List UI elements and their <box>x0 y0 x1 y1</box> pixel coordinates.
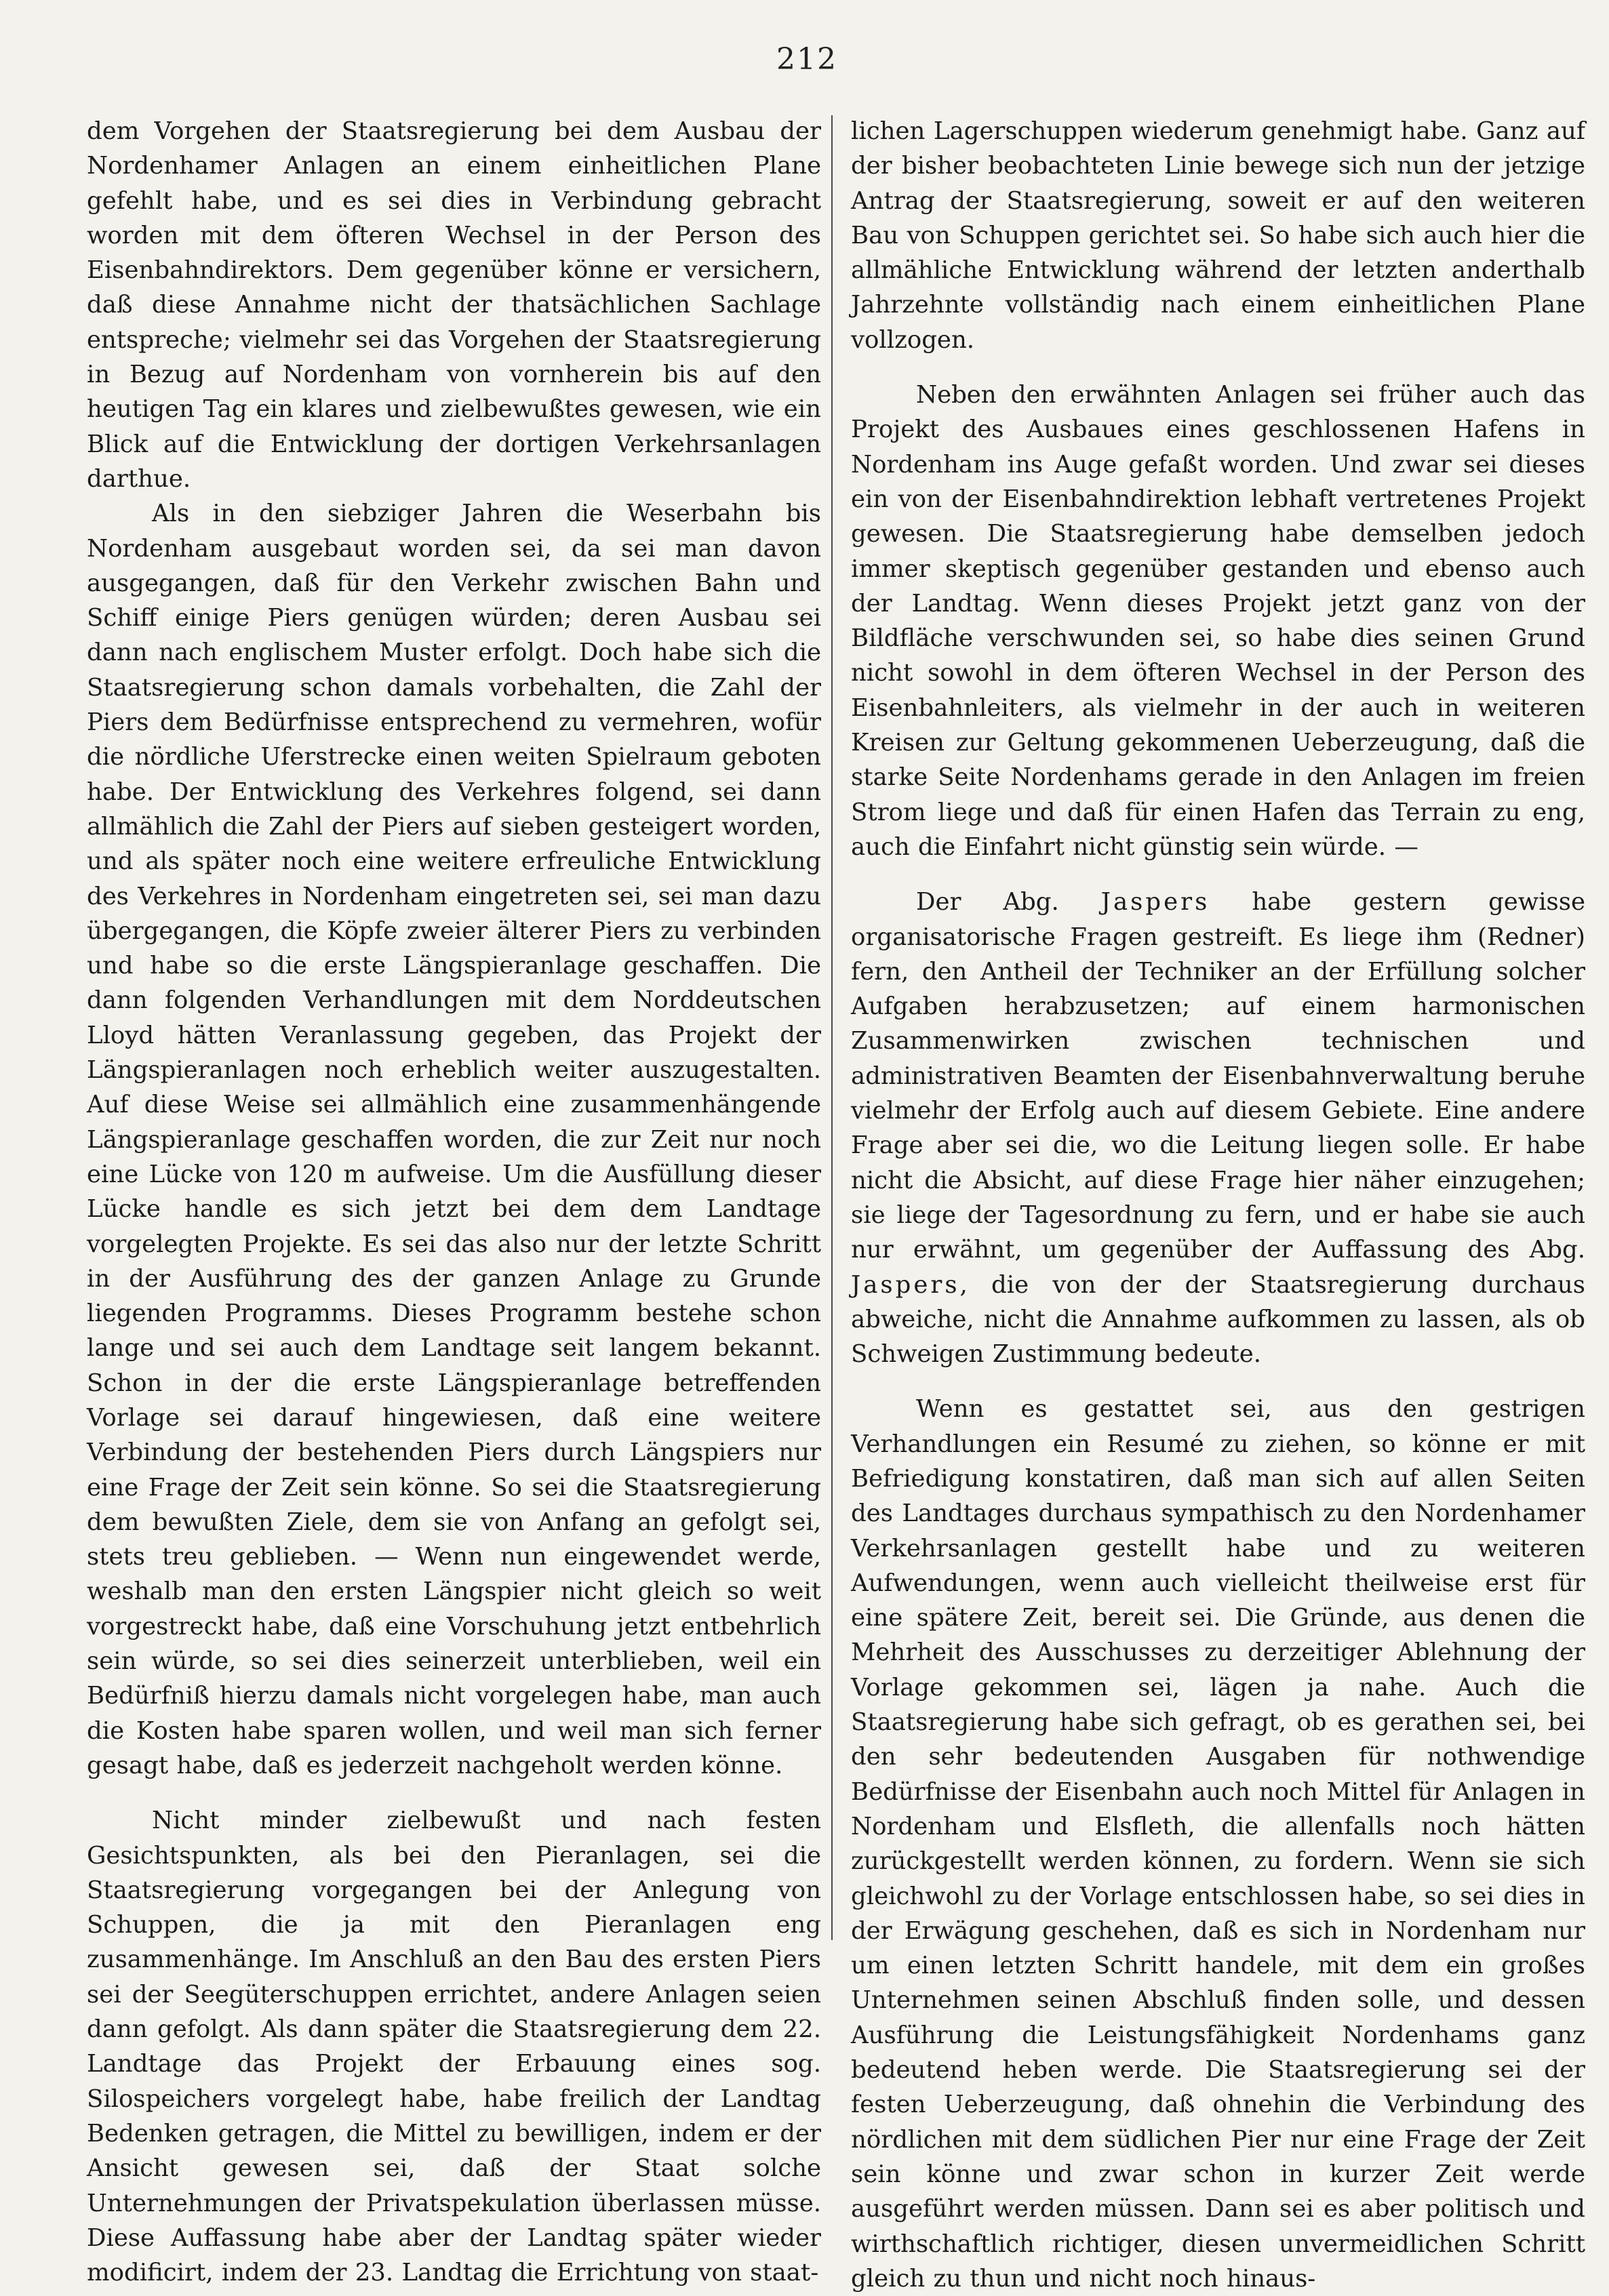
left-paragraph-3: Nicht minder zielbewußt und nach festen Gesichtspunkten, als bei den Pieranlagen, sei die Staatsregierung vorgegangen bei der Anlegung von Schuppen, die ja mit den Pieranlagen eng zusammenhänge. Im Anschluß an den Bau des ersten Piers sei der Seegüterschuppen errichtet, andere Anlagen seien dann gefolgt. Als dann später die Staatsregierung dem 22. Landtage das Projekt der Erbauung eines sog. Silospeichers vorgelegt habe, habe freilich der Landtag Bedenken getragen, die Mittel zu bewilligen, indem er der Ansicht gewesen sei, daß der Staat solche Unternehmungen der Privatspekulation überlassen müsse. Diese Auffassung habe aber der Landtag später wieder modificirt, indem der 23. Landtag die Errichtung von staat- <box>87 1807 821 2287</box>
speaker-remarks: habe gestern gewisse organisatorische Fragen gestreift. Es liege ihm (Redner) fern, den Antheil der Techniker an der Erfüllung solcher Aufgaben herabzusetzen; auf einem harmonischen Zusammenwirken zwischen technischen und administrativen Beamten der Eisenbahnverwaltung beruhe vielmehr der Erfolg auch auf diesem Gebiete. Eine andere Frage aber sei die, wo die Leitung liegen solle. Er habe nicht die Absicht, auf diese Frage hier näher einzugehen; sie liege der Tagesordnung zu fern, und er habe sie auch nur erwähnt, um gegenüber der Auffassung des Abg. <box>851 888 1585 1264</box>
left-column <box>87 114 821 2290</box>
right-column <box>851 114 1585 2296</box>
right-paragraph-3 <box>851 885 1585 1371</box>
speaker-name-repeat: Jaspers <box>851 1270 960 1299</box>
left-paragraph-2: Als in den siebziger Jahren die Weserbahn bis Nordenham ausgebaut worden sei, da sei man davon ausgegangen, daß für den Verkehr zwischen Bahn und Schiff einige Piers genügen würden; deren Ausbau sei dann nach englischem Muster erfolgt. Doch habe sich die Staatsregierung schon damals vorbehalten, die Zahl der Piers dem Bedürfnisse entsprechend zu vermehren, wofür die nördliche Uferstrecke einen weiten Spielraum geboten habe. Der Entwicklung des Verkehres folgend, sei dann allmählich die Zahl der Piers auf sieben gesteigert worden, und als später noch eine weitere erfreuliche Entwicklung des Verkehres in Nordenham eingetreten sei, sei man dazu übergegangen, die Köpfe zweier älterer Piers zu verbinden und habe so die erste Längspieranlage geschaffen. Die dann folgenden Verhandlungen mit dem Norddeutschen Lloyd hätten Veranlassung gegeben, das Projekt der Längspieranlagen noch erheblich weiter auszugestalten. Auf diese Weise sei allmählich eine zusammenhängende Längspieranlage geschaffen worden, die zur Zeit nur noch eine Lücke von 120 m aufweise. Um die Ausfüllung dieser Lücke handle es sich jetzt bei dem dem Landtage vorgelegten Projekte. Es sei das also nur der letzte Schritt in der Ausführung des der ganzen Anlage zu Grunde liegenden Programms. Dieses Programm bestehe schon lange und sei auch dem Landtage seit langem bekannt. Schon in der die erste Längspieranlage betreffenden Vorlage sei darauf hingewiesen, daß eine weitere Verbindung der bestehenden Piers durch Längspiers nur eine Frage der Zeit sein könne. So sei die Staatsregierung dem bewußten Ziele, dem sie von Anfang an gefolgt sei, stets treu geblieben. — Wenn nun eingewendet werde, weshalb man den ersten Längspier nicht gleich so weit vorgestreckt habe, daß eine Vorschuhung jetzt entbehrlich sein würde, so sei dies seinerzeit unterblieben, weil ein Bedürfniß hierzu damals nicht vorgelegen habe, man auch die Kosten habe sparen wollen, und weil man sich ferner gesagt habe, daß es jederzeit nachgeholt werden könne. <box>87 500 821 1779</box>
page-number: 212 <box>776 42 837 77</box>
speaker-intro: Der Abg. <box>916 888 1059 917</box>
speaker-remarks-tail: , die von der der Staatsregierung durchaus abweiche, nicht die Annahme aufkommen zu lassen, als ob Schweigen Zustimmung bedeute. <box>851 1270 1585 1369</box>
speaker-name: Jaspers <box>1100 888 1210 917</box>
right-paragraph-4: Wenn es gestattet sei, aus den gestrigen Verhandlungen ein Resumé zu ziehen, so könne er mit Befriedigung konstatiren, daß man sich auf allen Seiten des Landtages durchaus sympathisch zu den Nordenhamer Verkehrsanlagen gestellt habe und zu weiteren Aufwendungen, wenn auch vielleicht theilweise erst für eine spätere Zeit, bereit sei. Die Gründe, aus denen die Mehrheit des Ausschusses zu derzeitiger Ablehnung der Vorlage gekommen sei, lägen ja nahe. Auch die Staatsregierung habe sich gefragt, ob es gerathen sei, bei den sehr bedeutenden Ausgaben für nothwendige Bedürfnisse der Eisenbahn auch noch Mittel für Anlagen in Nordenham und Elsfleth, die allenfalls noch hätten zurückgestellt werden können, zu fordern. Wenn sie sich gleichwohl zu der Vorlage entschlossen habe, so sei dies in der Erwägung geschehen, daß es sich in Nordenham nur um einen letzten Schritt handele, mit dem ein großes Unternehmen seinen Abschluß finden solle, und dessen Ausführung die Leistungsfähigkeit Nordenhams ganz bedeutend heben werde. Die Staatsregierung sei der festen Ueberzeugung, daß ohnehin die Verbindung des nördlichen mit dem südlichen Pier nur eine Frage der Zeit sein könne und zwar schon in kurzer Zeit werde ausgeführt werden müssen. Dann sei es aber politisch und wirthschaftlich richtiger, diesen unvermeidlichen Schritt gleich zu thun und nicht noch hinaus- <box>851 1395 1585 2293</box>
right-paragraph-2: Neben den erwähnten Anlagen sei früher auch das Projekt des Ausbaues eines geschlossenen Hafens in Nordenham ins Auge gefaßt worden. Und zwar sei dieses ein von der Eisenbahndirektion lebhaft vertretenes Projekt gewesen. Die Staatsregierung habe demselben jedoch immer skeptisch gegenüber gestanden und ebenso auch der Landtag. Wenn dieses Projekt jetzt ganz von der Bildfläche verschwunden sei, so habe dies seinen Grund nicht sowohl in dem öfteren Wechsel in der Person des Eisenbahnleiters, als vielmehr in der auch in weiteren Kreisen zur Geltung gekommenen Ueberzeugung, daß die starke Seite Nordenhams gerade in den Anlagen im freien Strom liege und daß für einen Hafen das Terrain zu eng, auch die Einfahrt nicht günstig sein würde. — <box>851 381 1585 861</box>
right-paragraph-1: lichen Lagerschuppen wiederum genehmigt habe. Ganz auf der bisher beobachteten Linie bewege sich nun der jetzige Antrag der Staatsregierung, soweit er auf den weiteren Bau von Schuppen gerichtet sei. So habe sich auch hier die allmähliche Entwicklung während der letzten anderthalb Jahrzehnte vollständig nach einem einheitlichen Plane vollzogen. <box>851 117 1585 354</box>
left-paragraph-1: dem Vorgehen der Staatsregierung bei dem Ausbau der Nordenhamer Anlagen an einem einheitlichen Plane gefehlt habe, und es sei dies in Verbindung gebracht worden mit dem öfteren Wechsel in der Person des Eisenbahndirektors. Dem gegenüber könne er versichern, daß diese Annahme nicht der thatsächlichen Sachlage entspreche; vielmehr sei das Vorgehen der Staatsregierung in Bezug auf Nordenham von vornherein bis auf den heutigen Tag ein klares und zielbewußtes gewesen, wie ein Blick auf die Entwicklung der dortigen Verkehrsanlagen darthue. <box>87 117 821 493</box>
column-divider <box>831 115 833 1940</box>
